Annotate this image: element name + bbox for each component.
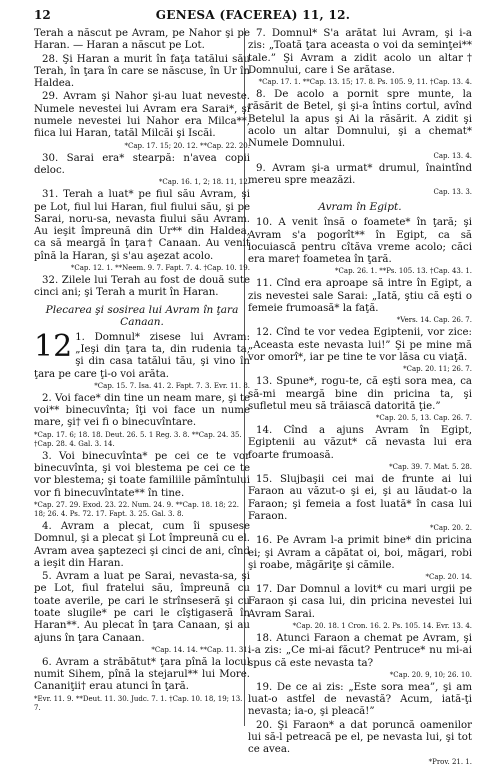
verse-text: 29. Avram şi Nahor şi-au luat neveste. Numele nevestei lui Avram era Sarai*, şi numele nevestei lui Nahor era Milca**, fiica lui Haran, tatăl Milcăi şi Iscăi. [34,91,250,140]
cross-reference: *Cap. 27. 29. Exod. 23. 22. Num. 24. 9. **Cap. 18. 18; 22. 18; 26. 4. Ps. 72. 17. Fapt. 3. 25. Gal. 3. 8. [34,500,240,518]
cross-reference: *Cap. 20. 18. 1 Cron. 16. 2. Ps. 105. 14. Evr. 13. 4. [292,621,472,630]
page-number: 12 [34,8,51,22]
cross-reference: *Cap. 12. 1. **Neem. 9. 7. Fapt. 7. 4. †Cap. 10. 19. [70,264,250,273]
cross-reference: *Cap. 20. 11; 26. 7. [403,365,472,374]
verse-text: 20. Şi Faraon* a dat poruncă oamenilor lui să-l petreacă pe el, pe nevasta lui, şi tot ce avea. [248,719,472,756]
verse-text: 18. Atunci Faraon a chemat pe Avram, şi i-a zis: „Ce mi-ai făcut? Pentruce* nu mi-ai spus că este nevasta ta? [248,632,472,669]
verse-text: 17. Dar Domnul a lovit* cu mari urgii pe Faraon şi casa lui, din pricina nevestei lui Avram Sarai. [248,584,472,620]
verse-text: 15. Slujbaşii cei mai de frunte ai lui Faraon au văzut-o şi ei, şi au lăudat-o la Faraon; şi femeia a fost luată* în casa lui Faraon. [248,474,472,522]
verse-text-chapter-start [34,328,250,381]
cross-reference: *Cap. 14. 14. **Cap. 11. 31. [151,645,250,654]
verse-text: 6. Avram a străbătut* ţara pînă la locul numit Sihem, pînă la stejarul** lui More. Cananiţii† erau atunci în ţară. [34,656,250,693]
right-column [248,28,472,769]
cross-reference: *Vers. 14. Cap. 26. 7. [396,316,472,325]
cross-reference: *Cap. 17. 6; 18. 18. Deut. 26. 5. 1 Reg. 3. 8. **Cap. 24. 35. †Cap. 28. 4. Gal. 3. 14. [34,430,242,448]
cross-reference: *Cap. 16. 1, 2; 18. 11, 12. [158,178,250,187]
verse-text: 31. Terah a luat* pe fiul său Avram, şi pe Lot, fiul lui Haran, fiul fiului său, şi pe Sarai, noru-sa, nevasta fiului său Avram. Au ieşit împreună din Ur** din Haldea, ca să meargă în ţara† Canaan. Au venit pînă la Haran, şi s'au aşezat acolo. [34,189,250,262]
verse-text: 1. Domnul* zisese lui Avram: „Ieşi din ţara ta, din rudenia ta, şi din casa tatălui tău, şi vino în ţara pe care ţi-o voi arăta. [34,331,250,380]
left-column [34,28,250,715]
cross-reference: *Cap. 17. 1. **Cap. 13. 15; 17. 8. Ps. 105. 9, 11. †Cap. 13. 4. [258,78,472,87]
verse-text: 16. Pe Avram l-a primit bine* din pricina ei; şi Avram a căpătat oi, boi, măgari, robi şi roabe, măgăriţe şi cămile. [248,535,472,571]
verse-text: 4. Avram a plecat, cum îi spusese Domnul, şi a plecat şi Lot împreună cu el. Avram avea şaptezeci şi cinci de ani, cînd a ieşit din Haran. [34,520,250,569]
cross-reference: *Prov. 21. 1. [428,757,472,766]
verse-text: 30. Sarai era* stearpă: n'avea copii deloc. [34,152,250,176]
cross-reference: *Cap. 17. 15; 20. 12. **Cap. 22. 20. [124,141,250,150]
cross-reference: Cap. 13. 4. [433,151,472,160]
verse-text: 10. A venit însă o foamete* în ţară; şi Avram s'a pogorît** în Egipt, ca să locuiască pentru cîtăva vreme acolo; căci era mare† foametea în ţară. [248,217,472,266]
cross-reference: *Cap. 20. 9, 10; 26. 10. [389,670,472,679]
section-heading: Plecarea şi sosirea lui Avram în ţara Canaan. [45,303,239,328]
running-title: GENESA (FACEREA) 11, 12. [155,8,351,22]
verse-text: 8. De acolo a pornit spre munte, la răsărit de Betel, şi şi-a întins cortul, avînd Betelul la apus şi Ai la răsărit. A zidit şi acolo un altar Domnului, şi a chemat* Numele Domnului. [248,89,472,150]
verse-text: 13. Spune*, rogu-te, că eşti sora mea, ca să-mi meargă bine din pricina ta, şi sufletul meu să trăiască datorită ţie.” [248,376,472,412]
cross-reference: *Cap. 20. 14. [425,573,472,582]
verse-text: 5. Avram a luat pe Sarai, nevasta-sa, şi pe Lot, fiul fratelui său, împreună cu toate averile, pe cari le strînseseră şi cu toate slugile* pe cari le cîştigaseră în Haran**. Au plecat în ţara Canaan, şi au ajuns în ţara Canaan. [34,571,250,644]
page-header [34,8,472,24]
cross-reference: *Cap. 26. 1. **Ps. 105. 13. †Cap. 43. 1. [335,267,472,276]
verse-text: 12. Cînd te vor vedea Egiptenii, vor zice: „Aceasta este nevasta lui!” Şi pe mine mă vor omorî*, iar pe tine te vor lăsa cu viaţă. [248,327,472,363]
cross-reference: *Cap. 20. 2. [430,524,472,533]
verse-text: 2. Voi face* din tine un neam mare, şi te voi** binecuvînta; îţi voi face un nume mare, şi† vei fi o binecuvîntare. [34,392,250,429]
verse-text: 11. Cînd era aproape să intre în Egipt, a zis nevestei sale Sarai: „Iată, ştiu că eşti o femeie frumoasă* la faţă. [248,278,472,315]
verse-text: 28. Şi Haran a murit în faţa tatălui său Terah, în ţara în care se născuse, în Ur în Haldea. [34,53,250,90]
cross-reference: *Cap. 20. 5, 13. Cap. 26. 7. [375,414,472,423]
verse-text: 14. Cînd a ajuns Avram în Egipt, Egiptenii au văzut* că nevasta lui era foarte frumoasă. [248,425,472,461]
verse-text: 9. Avram şi-a urmat* drumul, înaintînd mereu spre meazăzi. [248,162,472,186]
cross-reference: Cap. 13. 3. [433,188,472,197]
verse-text: 3. Voi binecuvînta* pe cei ce te vor binecuvînta, şi voi blestema pe cei ce te vor blestema; şi toate familiile pămîntului vor fi binecuvîntate** în tine. [34,450,250,499]
verse-text: 7. Domnul* S'a arătat lui Avram, şi i-a zis: „Toată ţara aceasta o voi da seminţei** tale.” Şi Avram a zidit acolo un altar† Domnului, care i Se arătase. [248,28,472,76]
section-heading: Avram în Egipt. [318,201,402,214]
verse-text: 32. Zilele lui Terah au fost de două sute cinci ani; şi Terah a murit în Haran. [34,275,250,299]
cross-reference: *Evr. 11. 9. **Deut. 11. 30. Judc. 7. 1. †Cap. 10. 18, 19; 13. 7. [34,694,243,712]
verse-text: 19. De ce ai zis: „Este sora mea”, şi am luat-o astfel de nevastă? Acum, iată-ţi nevasta; ia-o, şi pleacă!” [248,681,472,718]
cross-reference: *Cap. 15. 7. Isa. 41. 2. Fapt. 7. 3. Evr. 11. 8. [94,381,250,390]
verse-text: Terah a născut pe Avram, pe Nahor şi pe Haran. — Haran a născut pe Lot. [34,28,250,52]
chapter-number: 12 [34,328,73,364]
cross-reference: *Cap. 39. 7. Mat. 5. 28. [389,463,472,472]
